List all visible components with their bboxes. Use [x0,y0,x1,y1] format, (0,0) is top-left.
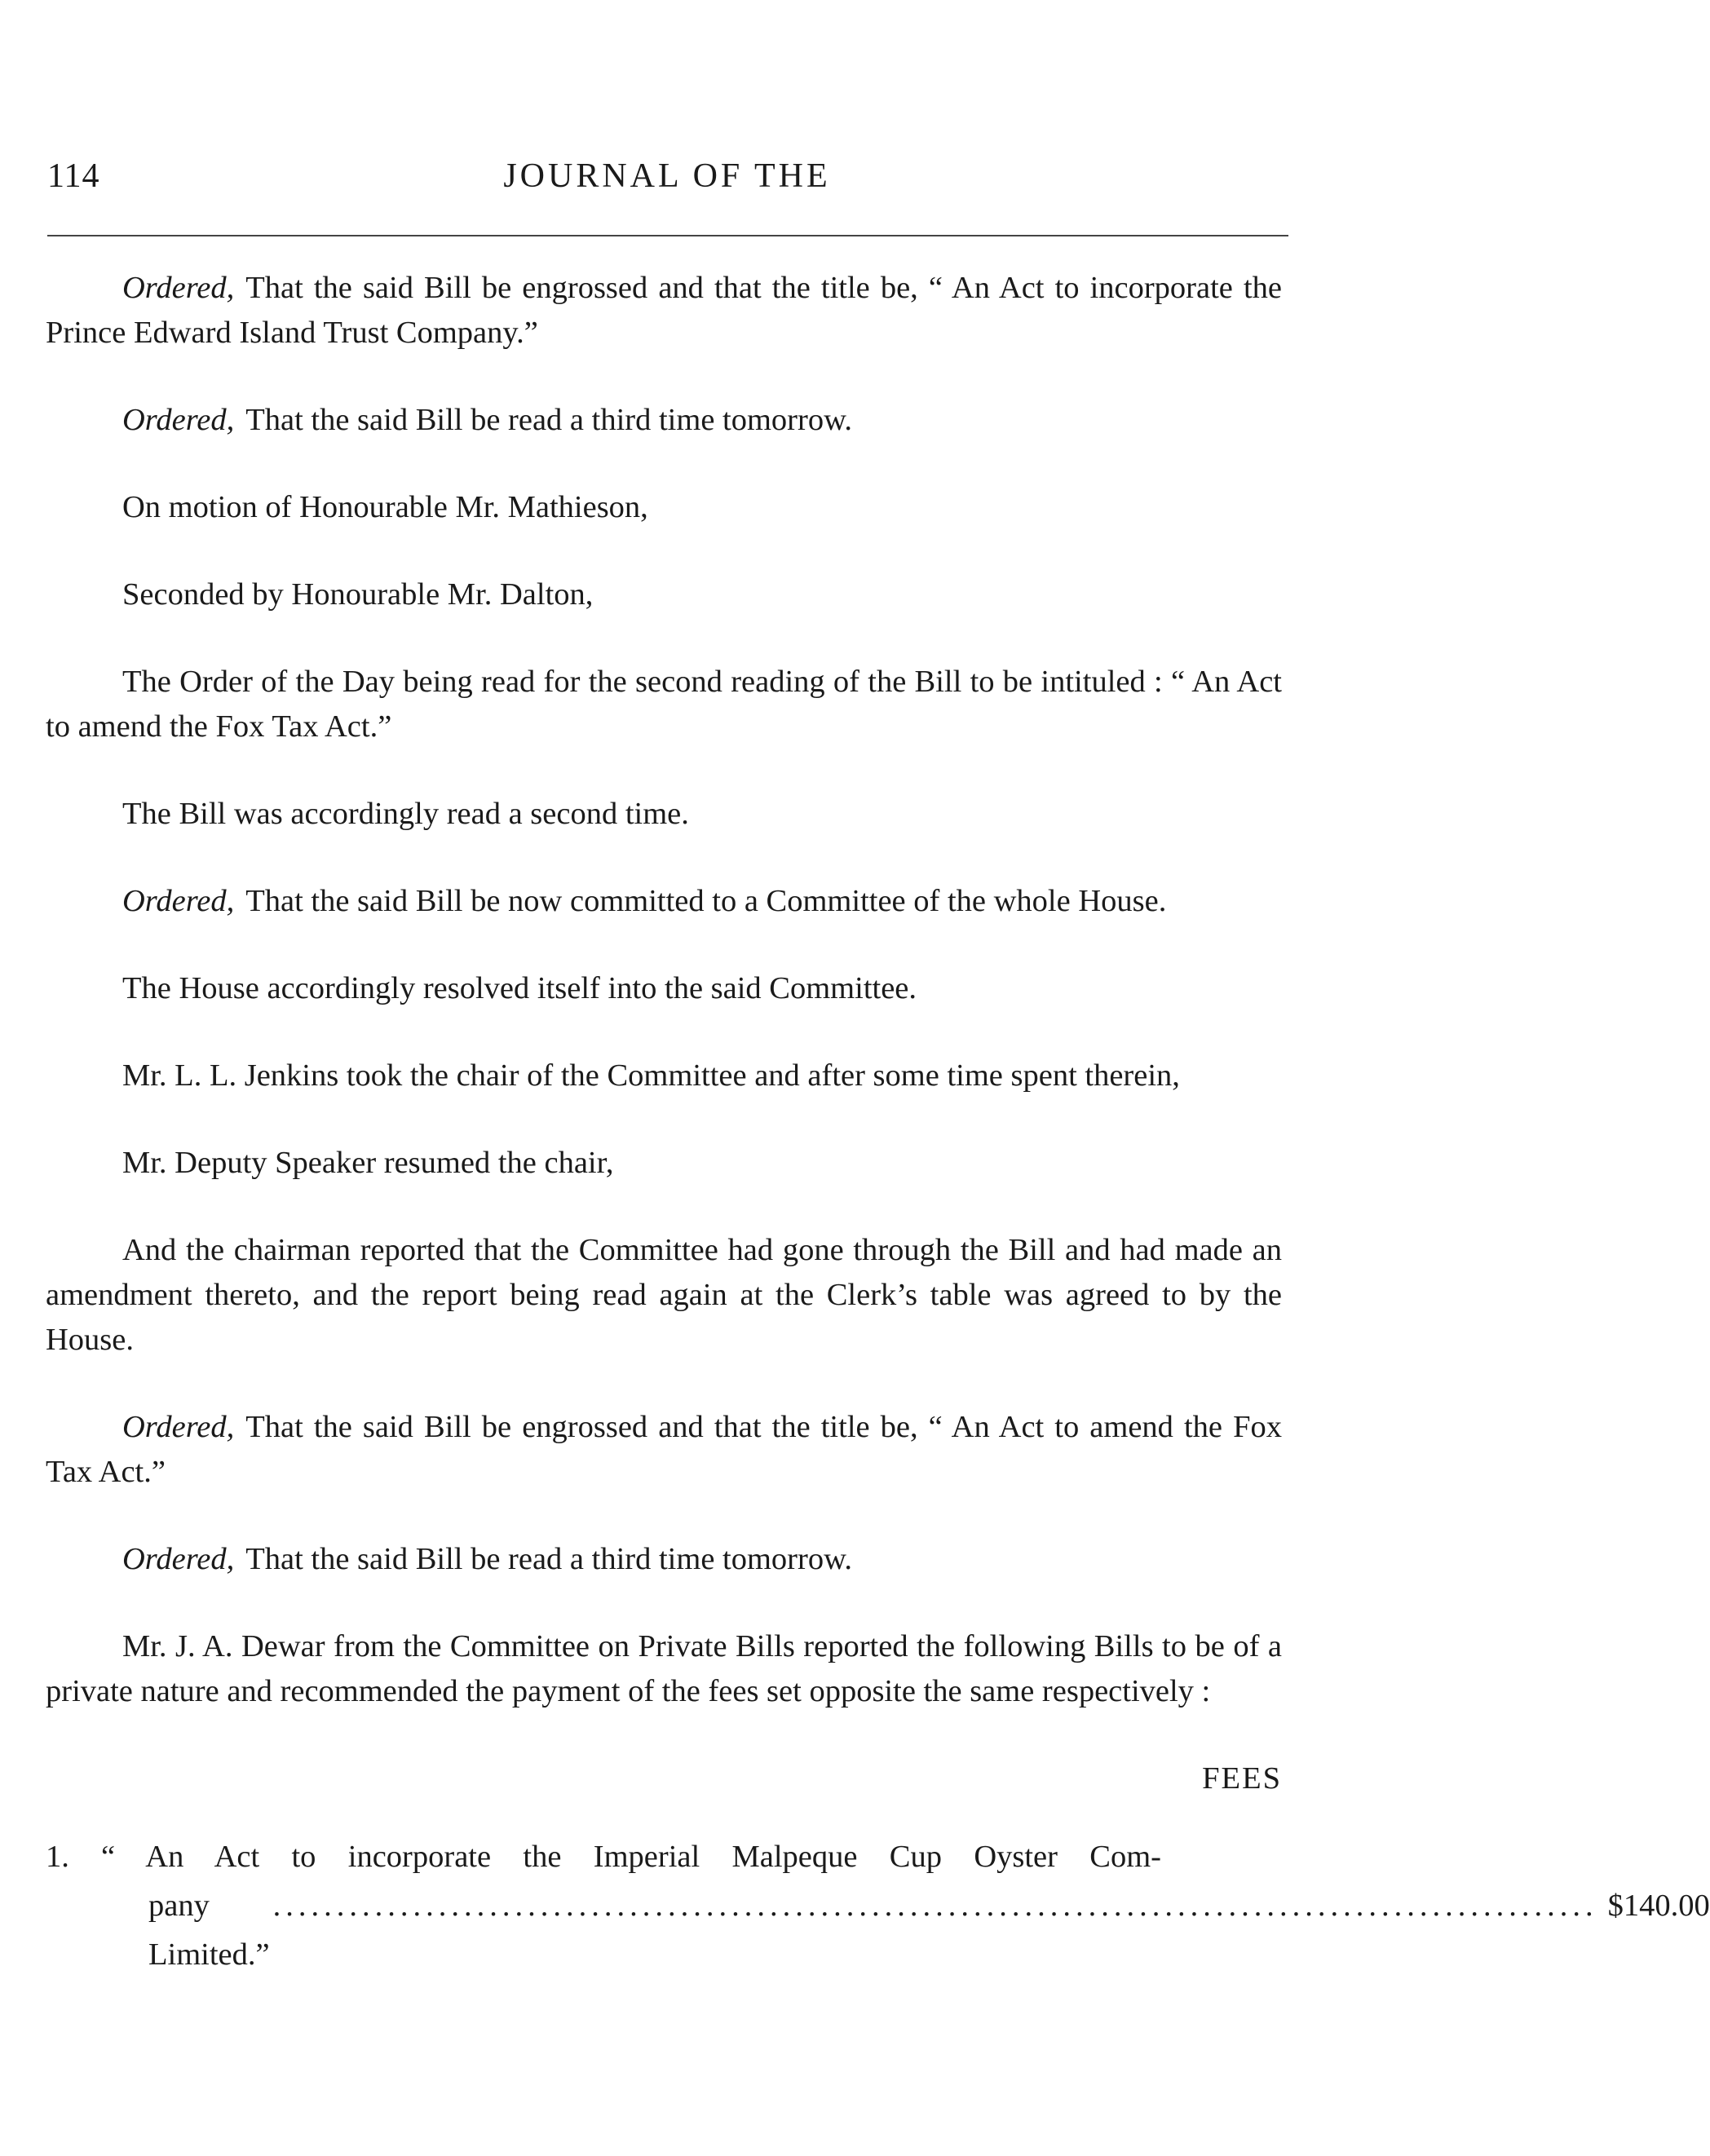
paragraph-text: That the said Bill be engrossed and that the title be, “ An Act to amend the Fox Tax Act.” [46,1410,1282,1489]
paragraph-text: Mr. J. A. Dewar from the Committee on Private Bills reported the following Bills to be of a private nature and recommended the payment of the fees set opposite the same respectively : [46,1629,1282,1708]
paragraph-text: That the said Bill be now committed to a Committee of the whole House. [245,884,1167,918]
paragraph-resolved [46,966,1282,1011]
paragraph-text: That the said Bill be read a third time tomorrow. [245,403,852,437]
fee-item-title-line2: pany Limited.” [148,1889,270,1972]
paragraph-order-of-day [46,660,1282,749]
fee-item-amount: $140.00 [1607,1889,1710,1923]
page-number: 114 [47,157,100,195]
paragraph-seconded [46,572,1282,617]
paragraph-lead: Ordered, [122,271,235,305]
paragraph-text: Mr. L. L. Jenkins took the chair of the Committee and after some time spent therein, [122,1058,1180,1093]
paragraph-text: The Bill was accordingly read a second time. [122,797,689,831]
fee-item-number: 1. [46,1840,69,1874]
paragraph-second-time [46,792,1282,837]
paragraph-deputy-speaker [46,1141,1282,1186]
paragraph-ordered-engrossed-trust [46,266,1282,356]
fees-heading: FEES [1202,1761,1282,1796]
fee-item-title-line2-row [46,1881,1710,1979]
paragraph-text: On motion of Honourable Mr. Mathieson, [122,490,648,524]
fee-item [46,1832,1710,1979]
paragraph-ordered-third-reading-2 [46,1537,1282,1582]
paragraph-private-bills-report [46,1624,1282,1714]
page-header [47,157,1287,205]
paragraph-chairman-report [46,1228,1282,1363]
journal-body [46,266,1710,1979]
paragraph-ordered-committed [46,879,1282,924]
paragraph-text: And the chairman reported that the Committee had gone through the Bill and had made an amendment thereto, and the report being read again at the Clerk’s table was agreed to by the House. [46,1233,1282,1357]
running-title: JOURNAL OF THE [503,157,831,195]
paragraph-text: Mr. Deputy Speaker resumed the chair, [122,1146,614,1180]
paragraph-lead: Ordered, [122,1410,235,1444]
paragraph-text: That the said Bill be read a third time tomorrow. [245,1542,852,1576]
paragraph-chair [46,1054,1282,1098]
header-rule [47,235,1288,236]
fee-item-dot-leader: ........................................................................................................ [272,1889,1598,1923]
paragraph-text: The House accordingly resolved itself into the said Committee. [122,971,917,1005]
paragraph-text: That the said Bill be engrossed and that the title be, “ An Act to incorporate the Prince Edward Island Trust Company.” [46,271,1282,350]
paragraph-ordered-engrossed-fox [46,1405,1282,1495]
paragraph-motion [46,485,1282,530]
paragraph-text: Seconded by Honourable Mr. Dalton, [122,577,594,612]
paragraph-text: The Order of the Day being read for the second reading of the Bill to be intituled : “ An Act to amend the Fox Tax Act.” [46,665,1282,744]
fee-item-title-line1: “ An Act to incorporate the Imperial Malpeque Cup Oyster Com- [101,1840,1161,1874]
paragraph-lead: Ordered, [122,884,235,918]
paragraph-lead: Ordered, [122,403,235,437]
paragraph-lead: Ordered, [122,1542,235,1576]
paragraph-ordered-third-reading [46,398,1282,443]
